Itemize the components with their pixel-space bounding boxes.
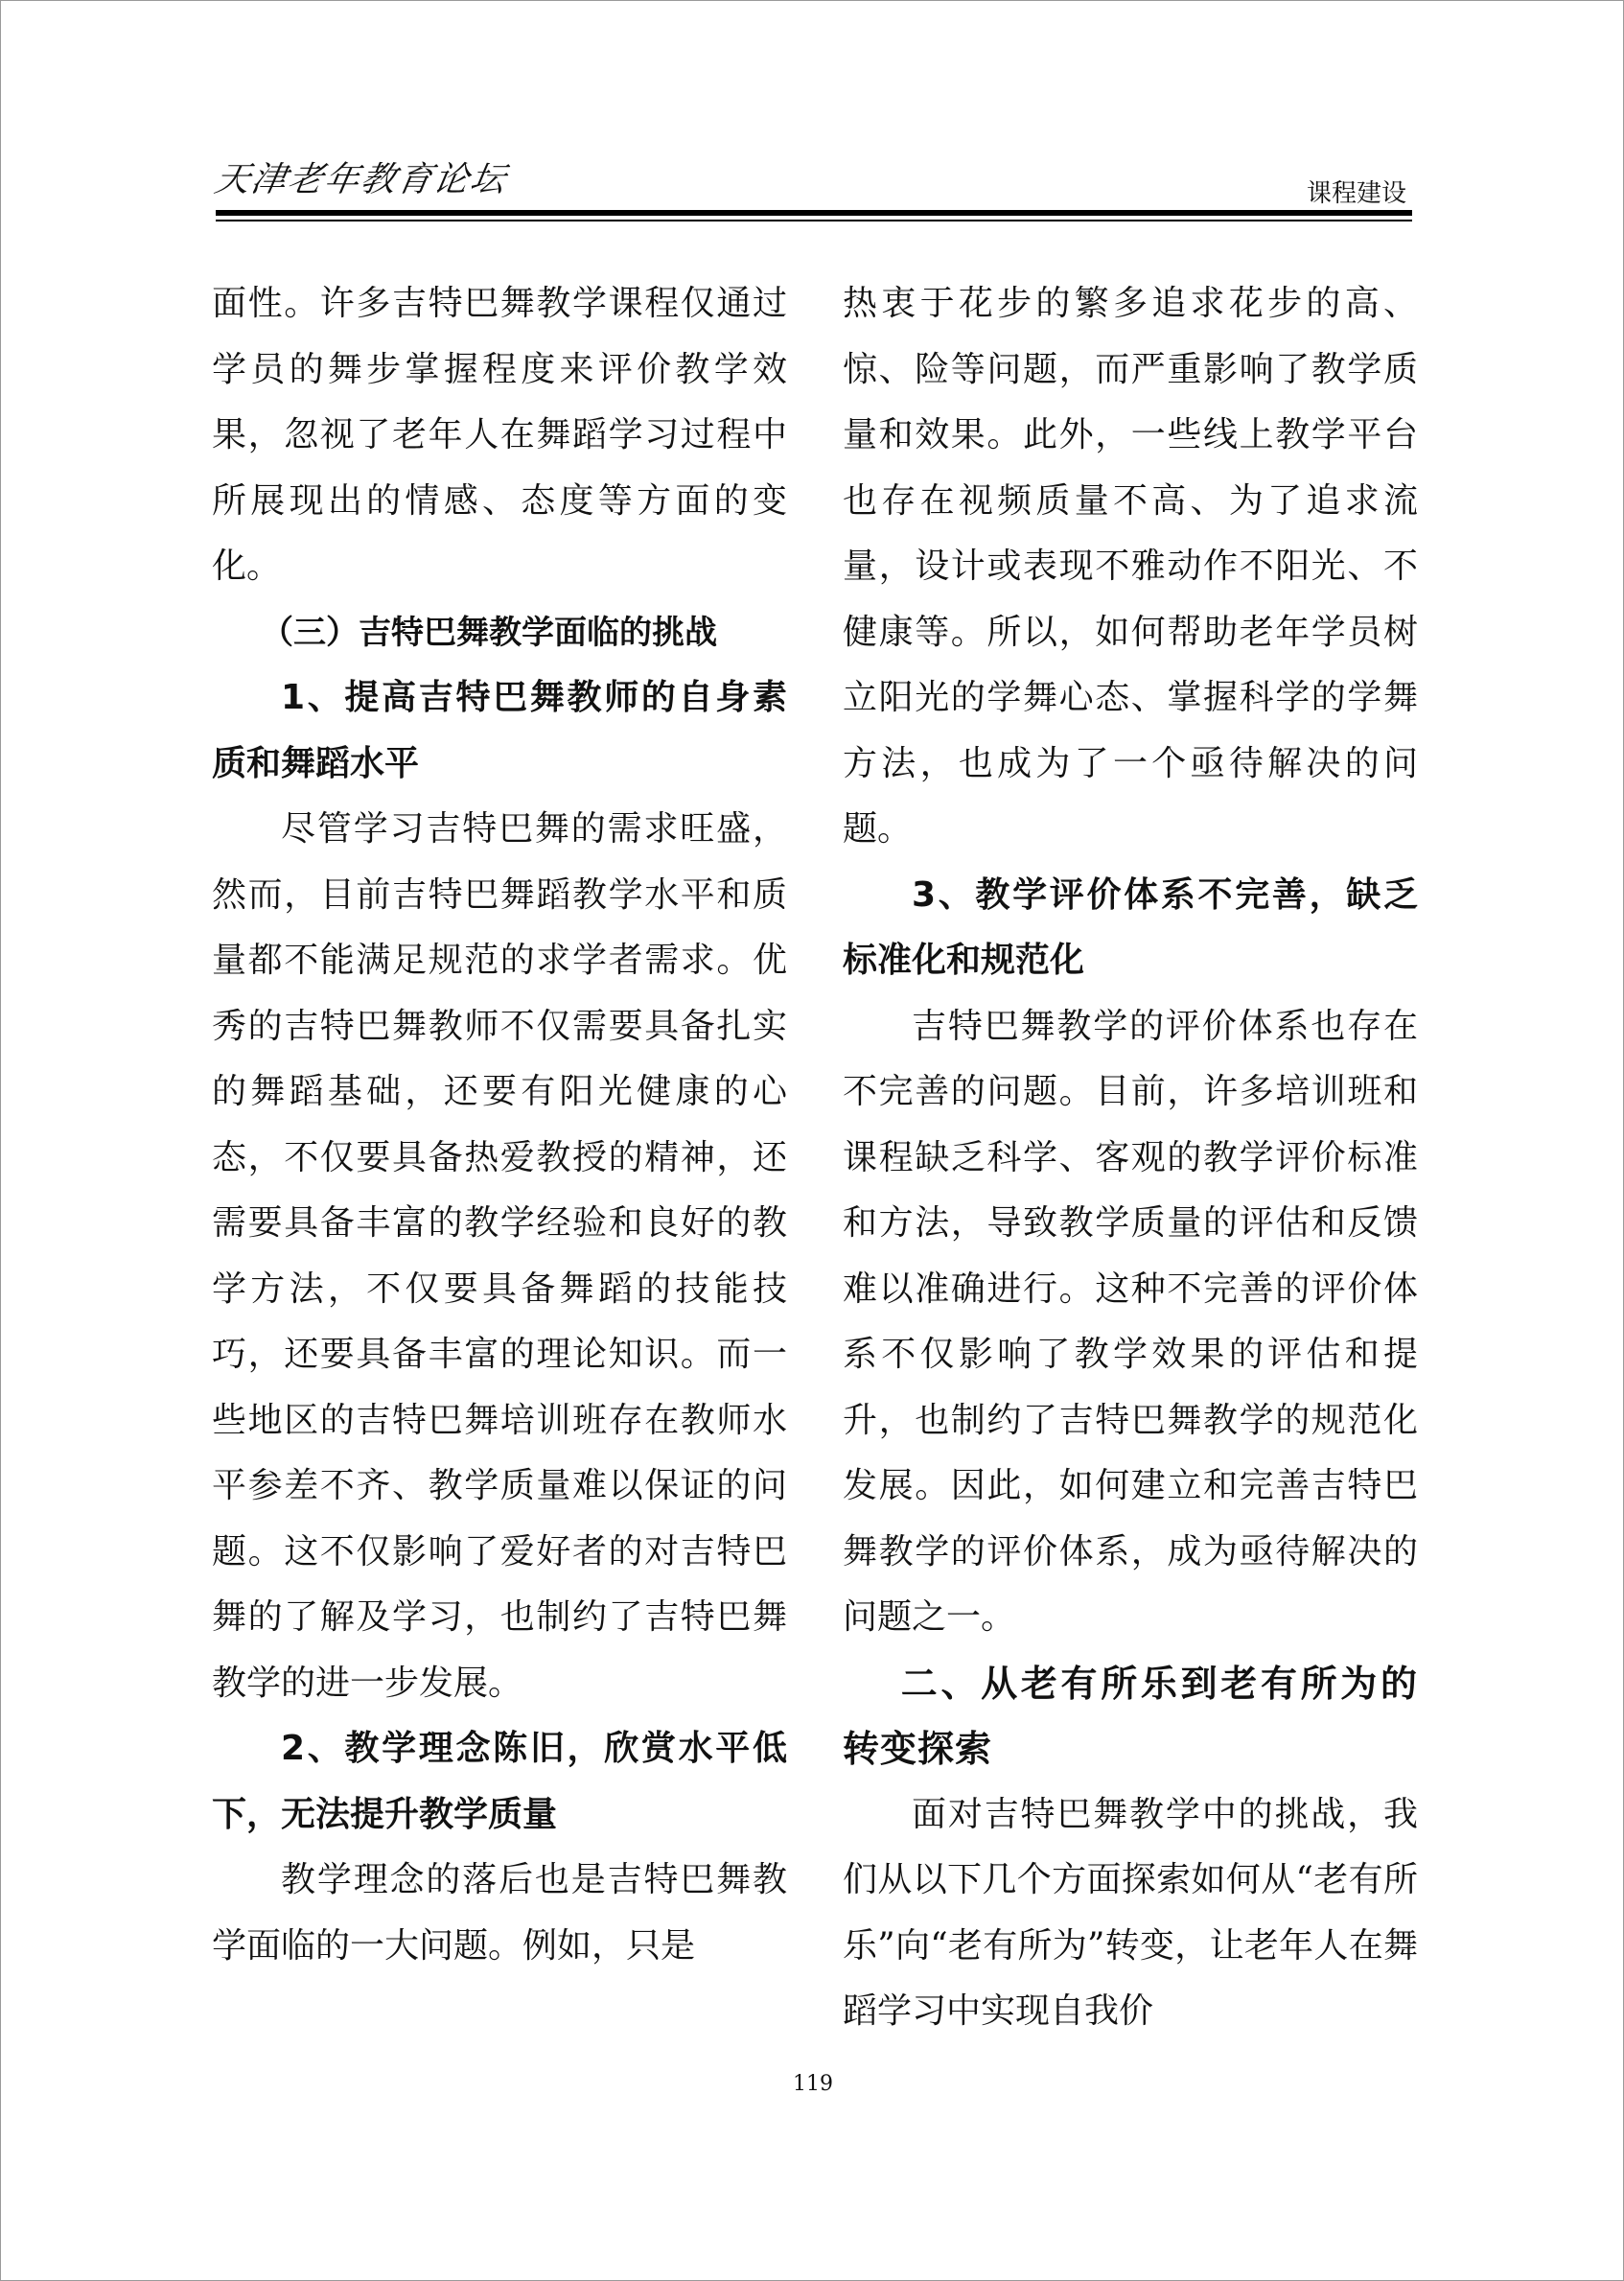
journal-title: 天津老年教育论坛 [211,160,511,199]
paragraph: 热衷于花步的繁多追求花步的高、惊、险等问题，而严重影响了教学质量和效果。此外，一些线上教学平台也存在视频质量不高、为了追求流量，设计或表现不雅动作不阳光、不健康等。所以，如何帮助老年学员树立阳光的学舞心态、掌握科学的学舞方法，也成为了一个亟待解决的问题。 [843,284,1418,849]
item-heading: 2、教学理念陈旧，欣赏水平低下，无法提升教学质量 [212,1729,787,1834]
page-number: 119 [793,2072,833,2096]
paragraph: 教学理念的落后也是吉特巴舞教学面临的一大问题。例如，只是 [212,1860,787,1966]
item-heading: 1、提高吉特巴舞教师的自身素质和舞蹈水平 [212,678,787,783]
header-rule-thin [216,220,1412,221]
item-heading: 3、教学评价体系不完善，缺乏标准化和规范化 [843,874,1418,980]
right-column [843,271,1418,2045]
subsection-heading: （三）吉特巴舞教学面临的挑战 [261,613,717,652]
left-column [212,271,787,1979]
header-rule-thick [216,210,1412,216]
paragraph: 尽管学习吉特巴舞的需求旺盛，然而，目前吉特巴舞蹈教学水平和质量都不能满足规范的求学者需求。优秀的吉特巴舞教师不仅需要具备扎实的舞蹈基础，还要有阳光健康的心态，不仅要具备热爱教授的精神，还需要具备丰富的教学经验和良好的教学方法，不仅要具备舞蹈的技能技巧，还要具备丰富的理论知识。而一些地区的吉特巴舞培训班存在教师水平参差不齐、教学质量难以保证的问题。这不仅影响了爱好者的对吉特巴舞的了解及学习，也制约了吉特巴舞教学的进一步发展。 [212,809,787,1703]
paragraph: 面对吉特巴舞教学中的挑战，我们从以下几个方面探索如何从“老有所乐”向“老有所为”转变，让老年人在舞蹈学习中实现自我价 [843,1794,1418,2031]
paragraph: 面性。许多吉特巴舞教学课程仅通过学员的舞步掌握程度来评价教学效果，忽视了老年人在舞蹈学习过程中所展现出的情感、态度等方面的变化。 [212,284,787,586]
paragraph: 吉特巴舞教学的评价体系也存在不完善的问题。目前，许多培训班和课程缺乏科学、客观的教学评价标准和方法，导致教学质量的评估和反馈难以准确进行。这种不完善的评价体系不仅影响了教学效果的评估和提升，也制约了吉特巴舞教学的规范化发展。因此，如何建立和完善吉特巴舞教学的评价体系，成为亟待解决的问题之一。 [843,1006,1418,1637]
section-label: 课程建设 [1306,179,1406,208]
section-heading: 二、从老有所乐到老有所为的转变探索 [843,1662,1418,1770]
